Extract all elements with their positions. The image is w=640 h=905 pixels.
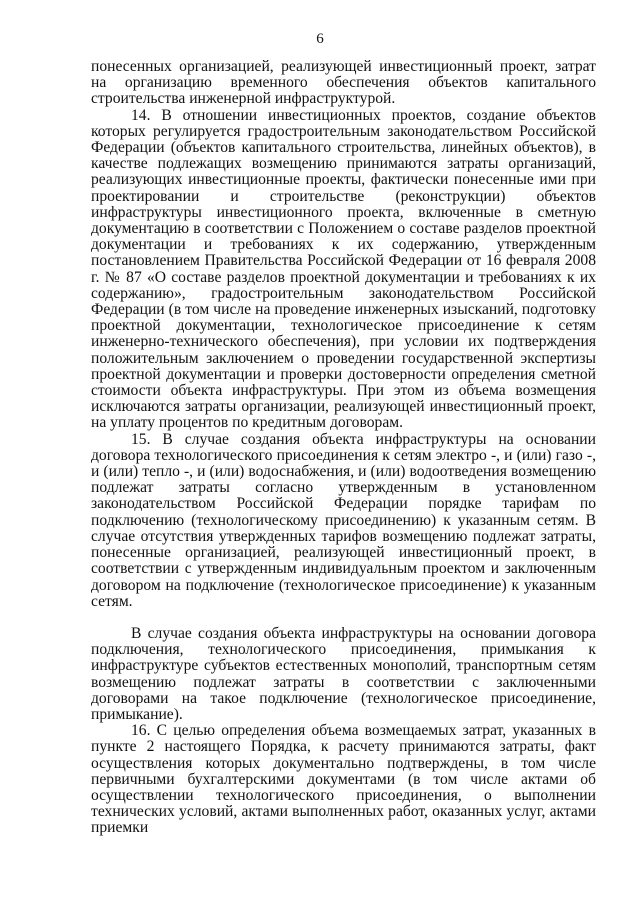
paragraph-item-14: 14. В отношении инвестиционных проектов, создание объектов которых регулируется градостроительным законодательством Российской Федерации (объектов капитального строительства, линейных объектов), в качестве подлежащих возмещению принимаются затраты организаций, реализующих инвестиционные проекты, фактически понесенные ими при проектировании и строительстве (реконструкции) объектов инфраструктуры инвестиционного проекта, включенные в сметную документацию в соответствии с Положением о составе разделов проектной документации и требованиях к их содержанию, утвержденным постановлением Правительства Российской Федерации от 16 февраля 2008 г. № 87 «О составе разделов проектной документации и требованиях к их содержанию», градостроительным законодательством Российской Федерации (в том числе на проведение инженерных изысканий, подготовку проектной документации, технологическое присоединение к сетям инженерно-технического обеспечения), при условии их подтверждения положительным заключением о проведении государственной экспертизы проектной документации и проверки достоверности определения сметной стоимости объекта инфраструктуры. При этом из объема возмещения исключаются затраты организации, реализующей инвестиционный проект, на уплату процентов по кредитным договорам. bbox=[91, 106, 596, 432]
paragraph-item-15-second: В случае создания объекта инфраструктуры на основании договора подключения, технологического присоединения, примыкания к инфраструктуре субъектов естественных монополий, транспортным сетям возмещению подлежат затраты в соответствии с заключенными договорами на такое подключение (технологическое присоединение, примыкание). bbox=[91, 624, 596, 723]
paragraph-item-16: 16. С целью определения объема возмещаемых затрат, указанных в пункте 2 настоящего Порядка, к расчету принимаются затраты, факт осуществления которых документально подтверждены, в том числе первичными бухгалтерскими документами (в том числе актами об осуществлении технологического присоединения, о выполнении технических условий, актами выполненных работ, оказанных услуг, актами приемки bbox=[91, 722, 596, 837]
page-number: 6 bbox=[316, 31, 324, 47]
document-body bbox=[91, 59, 596, 837]
paragraph-continuation: понесенных организацией, реализующей инвестиционный проект, затрат на организацию временного обеспечения объектов капитального строительства инженерной инфраструктурой. bbox=[91, 58, 596, 108]
paragraph-item-15: 15. В случае создания объекта инфраструктуры на основании договора технологического присоединения к сетям электро -, и (или) газо -, и (или) тепло -, и (или) водоснабжения, и (или) водоотведения возмещению подлежат затраты согласно утвержденным в установленном законодательством Российской Федерации порядке тарифам по подключению (технологическому присоединению) к указанным сетям. В случае отсутствия утвержденных тарифов возмещению подлежат затраты, понесенные организацией, реализующей инвестиционный проект, в соответствии с утвержденным индивидуальным проектом и заключенным договором на подключение (технологическое присоединение) к указанным сетям. bbox=[91, 430, 596, 610]
